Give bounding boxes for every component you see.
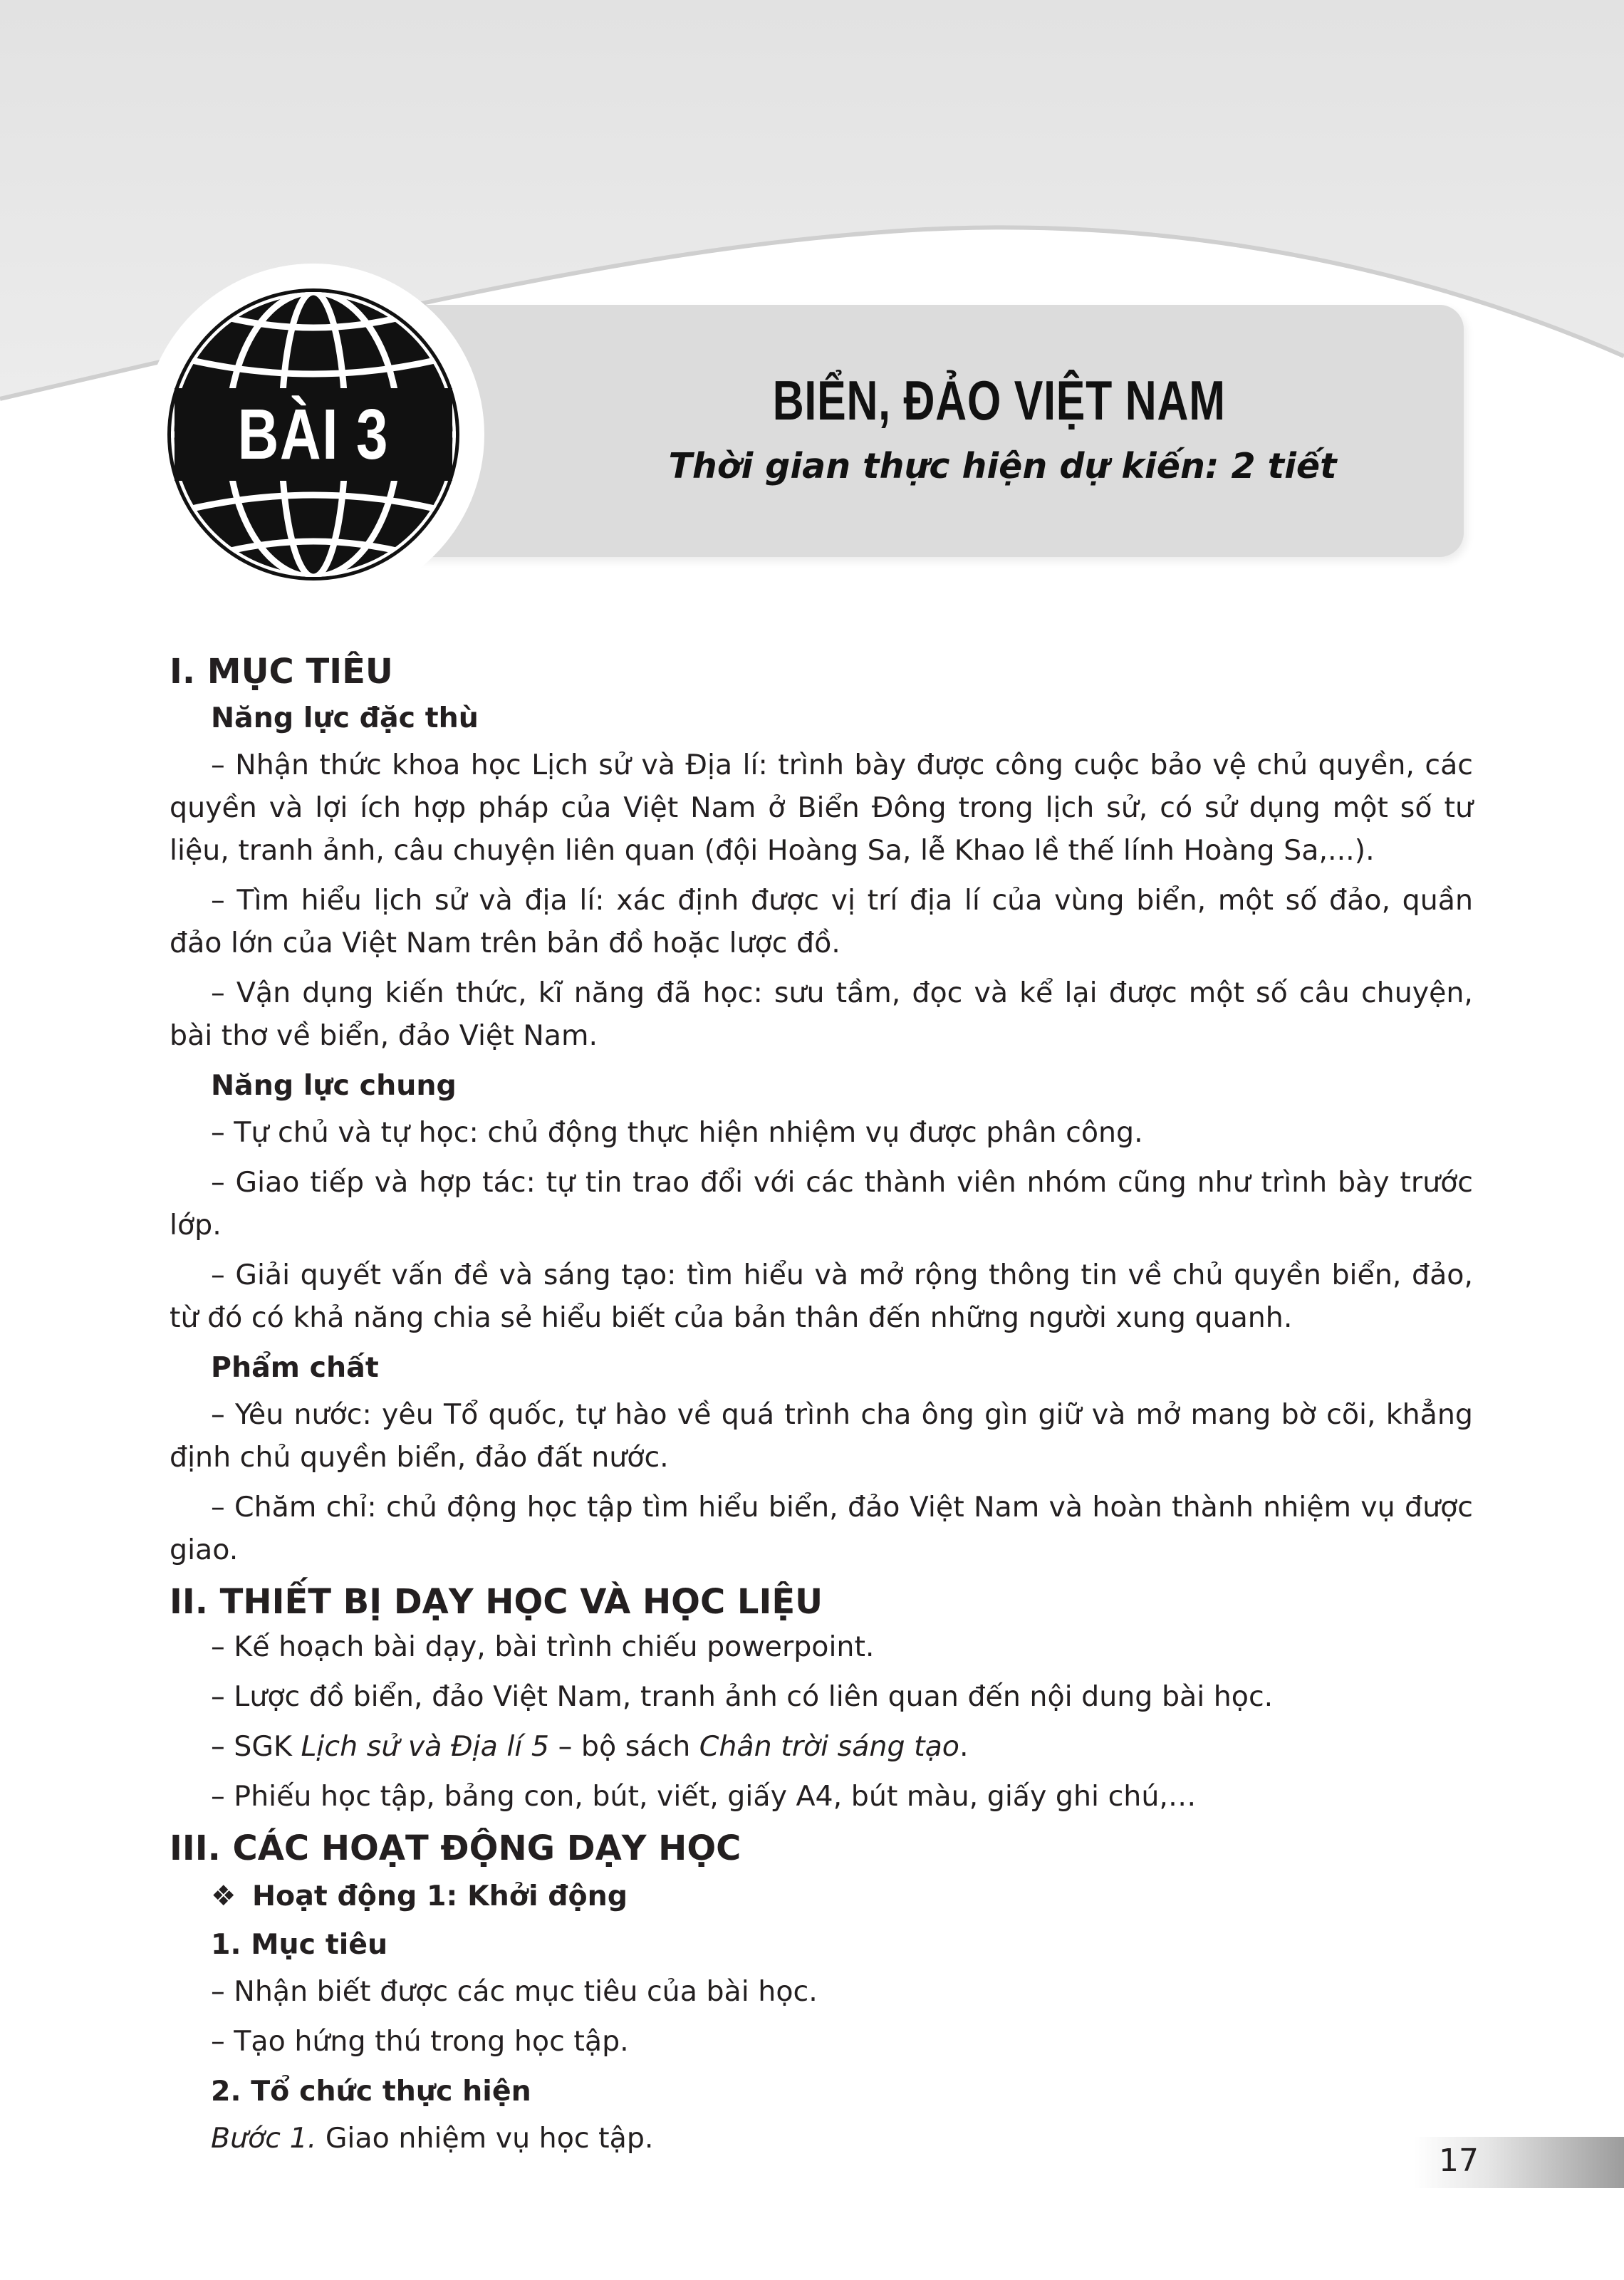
organization-title: 2. Tổ chức thực hiện (211, 2075, 531, 2108)
paragraph: – Tìm hiểu lịch sử và địa lí: xác định được vị trí địa lí của vùng biển, một số đảo, quần đảo lớn của Việt Nam trên bản đồ hoặc lược đồ. (170, 884, 1473, 959)
paragraph: – Nhận thức khoa học Lịch sử và Địa lí: trình bày được công cuộc bảo vệ chủ quyền, các quyền và lợi ích hợp pháp của Việt Nam ở Biển Đông trong lịch sử, có sử dụng một số tư liệu, tranh ảnh, câu chuyện liên quan (đội Hoàng Sa, lễ Khao lề thế lính Hoàng Sa,...). (170, 749, 1473, 867)
textbook-title: Lịch sử và Địa lí 5 (301, 1730, 550, 1763)
activity-title: Hoạt động 1: Khởi động (252, 1880, 628, 1912)
lesson-badge (160, 281, 467, 588)
paragraph: – Kế hoạch bài dạy, bài trình chiếu powerpoint. (211, 1630, 875, 1663)
paragraph: – Yêu nước: yêu Tổ quốc, tự hào về quá trình cha ông gìn giữ và mở mang bờ cõi, khẳng định chủ quyền biển, đảo đất nước. (170, 1398, 1473, 1474)
section-objectives-title: I. MỤC TIÊU (170, 652, 393, 692)
paragraph: – Giải quyết vấn đề và sáng tạo: tìm hiểu và mở rộng thông tin về chủ quyền biển, đảo, từ đó có khả năng chia sẻ hiểu biết của bản thân đến những người xung quanh. (170, 1259, 1473, 1334)
step-text: Giao nhiệm vụ học tập. (316, 2122, 654, 2155)
step-label: Bước 1. (211, 2122, 317, 2155)
paragraph: – Tạo hứng thú trong học tập. (211, 2025, 629, 2058)
paragraph: – Tự chủ và tự học: chủ động thực hiện nhiệm vụ được phân công. (211, 1116, 1143, 1149)
goal-title: 1. Mục tiêu (211, 1928, 388, 1961)
general-competence-title: Năng lực chung (211, 1069, 457, 1102)
activity-heading (211, 1875, 1473, 1917)
paragraph: – Lược đồ biển, đảo Việt Nam, tranh ảnh có liên quan đến nội dung bài học. (211, 1680, 1274, 1713)
paragraph: – Phiếu học tập, bảng con, bút, viết, giấy A4, bút màu, giấy ghi chú,… (211, 1780, 1197, 1813)
textbook-paragraph (170, 1725, 1473, 1768)
paragraph: – Vận dụng kiến thức, kĩ năng đã học: sưu tầm, đọc và kể lại được một số câu chuyện, bài thơ về biển, đảo Việt Nam. (170, 977, 1473, 1052)
page-number: 17 (1439, 2143, 1479, 2179)
diamond-bullet-icon: ❖ (211, 1880, 236, 1912)
textbook-series: Chân trời sáng tạo (699, 1730, 959, 1763)
text-fragment: – SGK (211, 1730, 301, 1763)
section-activities-title: III. CÁC HOẠT ĐỘNG DẠY HỌC (170, 1828, 741, 1868)
specific-competence-title: Năng lực đặc thù (211, 702, 479, 734)
lesson-header (349, 305, 1464, 557)
step-paragraph (170, 2117, 1473, 2160)
lesson-title: BIỂN, ĐẢO VIỆT NAM (772, 369, 1226, 432)
text-fragment: . (959, 1730, 969, 1763)
lesson-content (170, 648, 1473, 2167)
paragraph: – Nhận biết được các mục tiêu của bài học. (211, 1975, 818, 2008)
section-equipment-title: II. THIẾT BỊ DẠY HỌC VÀ HỌC LIỆU (170, 1582, 823, 1622)
qualities-title: Phẩm chất (211, 1351, 379, 1384)
lesson-badge-text: BÀI 3 (237, 394, 390, 474)
lesson-duration: Thời gian thực hiện dự kiến: 2 tiết (668, 446, 1337, 486)
paragraph: – Chăm chỉ: chủ động học tập tìm hiểu biển, đảo Việt Nam và hoàn thành nhiệm vụ được giao. (170, 1491, 1473, 1566)
text-fragment: – bộ sách (549, 1730, 699, 1763)
paragraph: – Giao tiếp và hợp tác: tự tin trao đổi với các thành viên nhóm cũng như trình bày trước lớp. (170, 1166, 1473, 1241)
